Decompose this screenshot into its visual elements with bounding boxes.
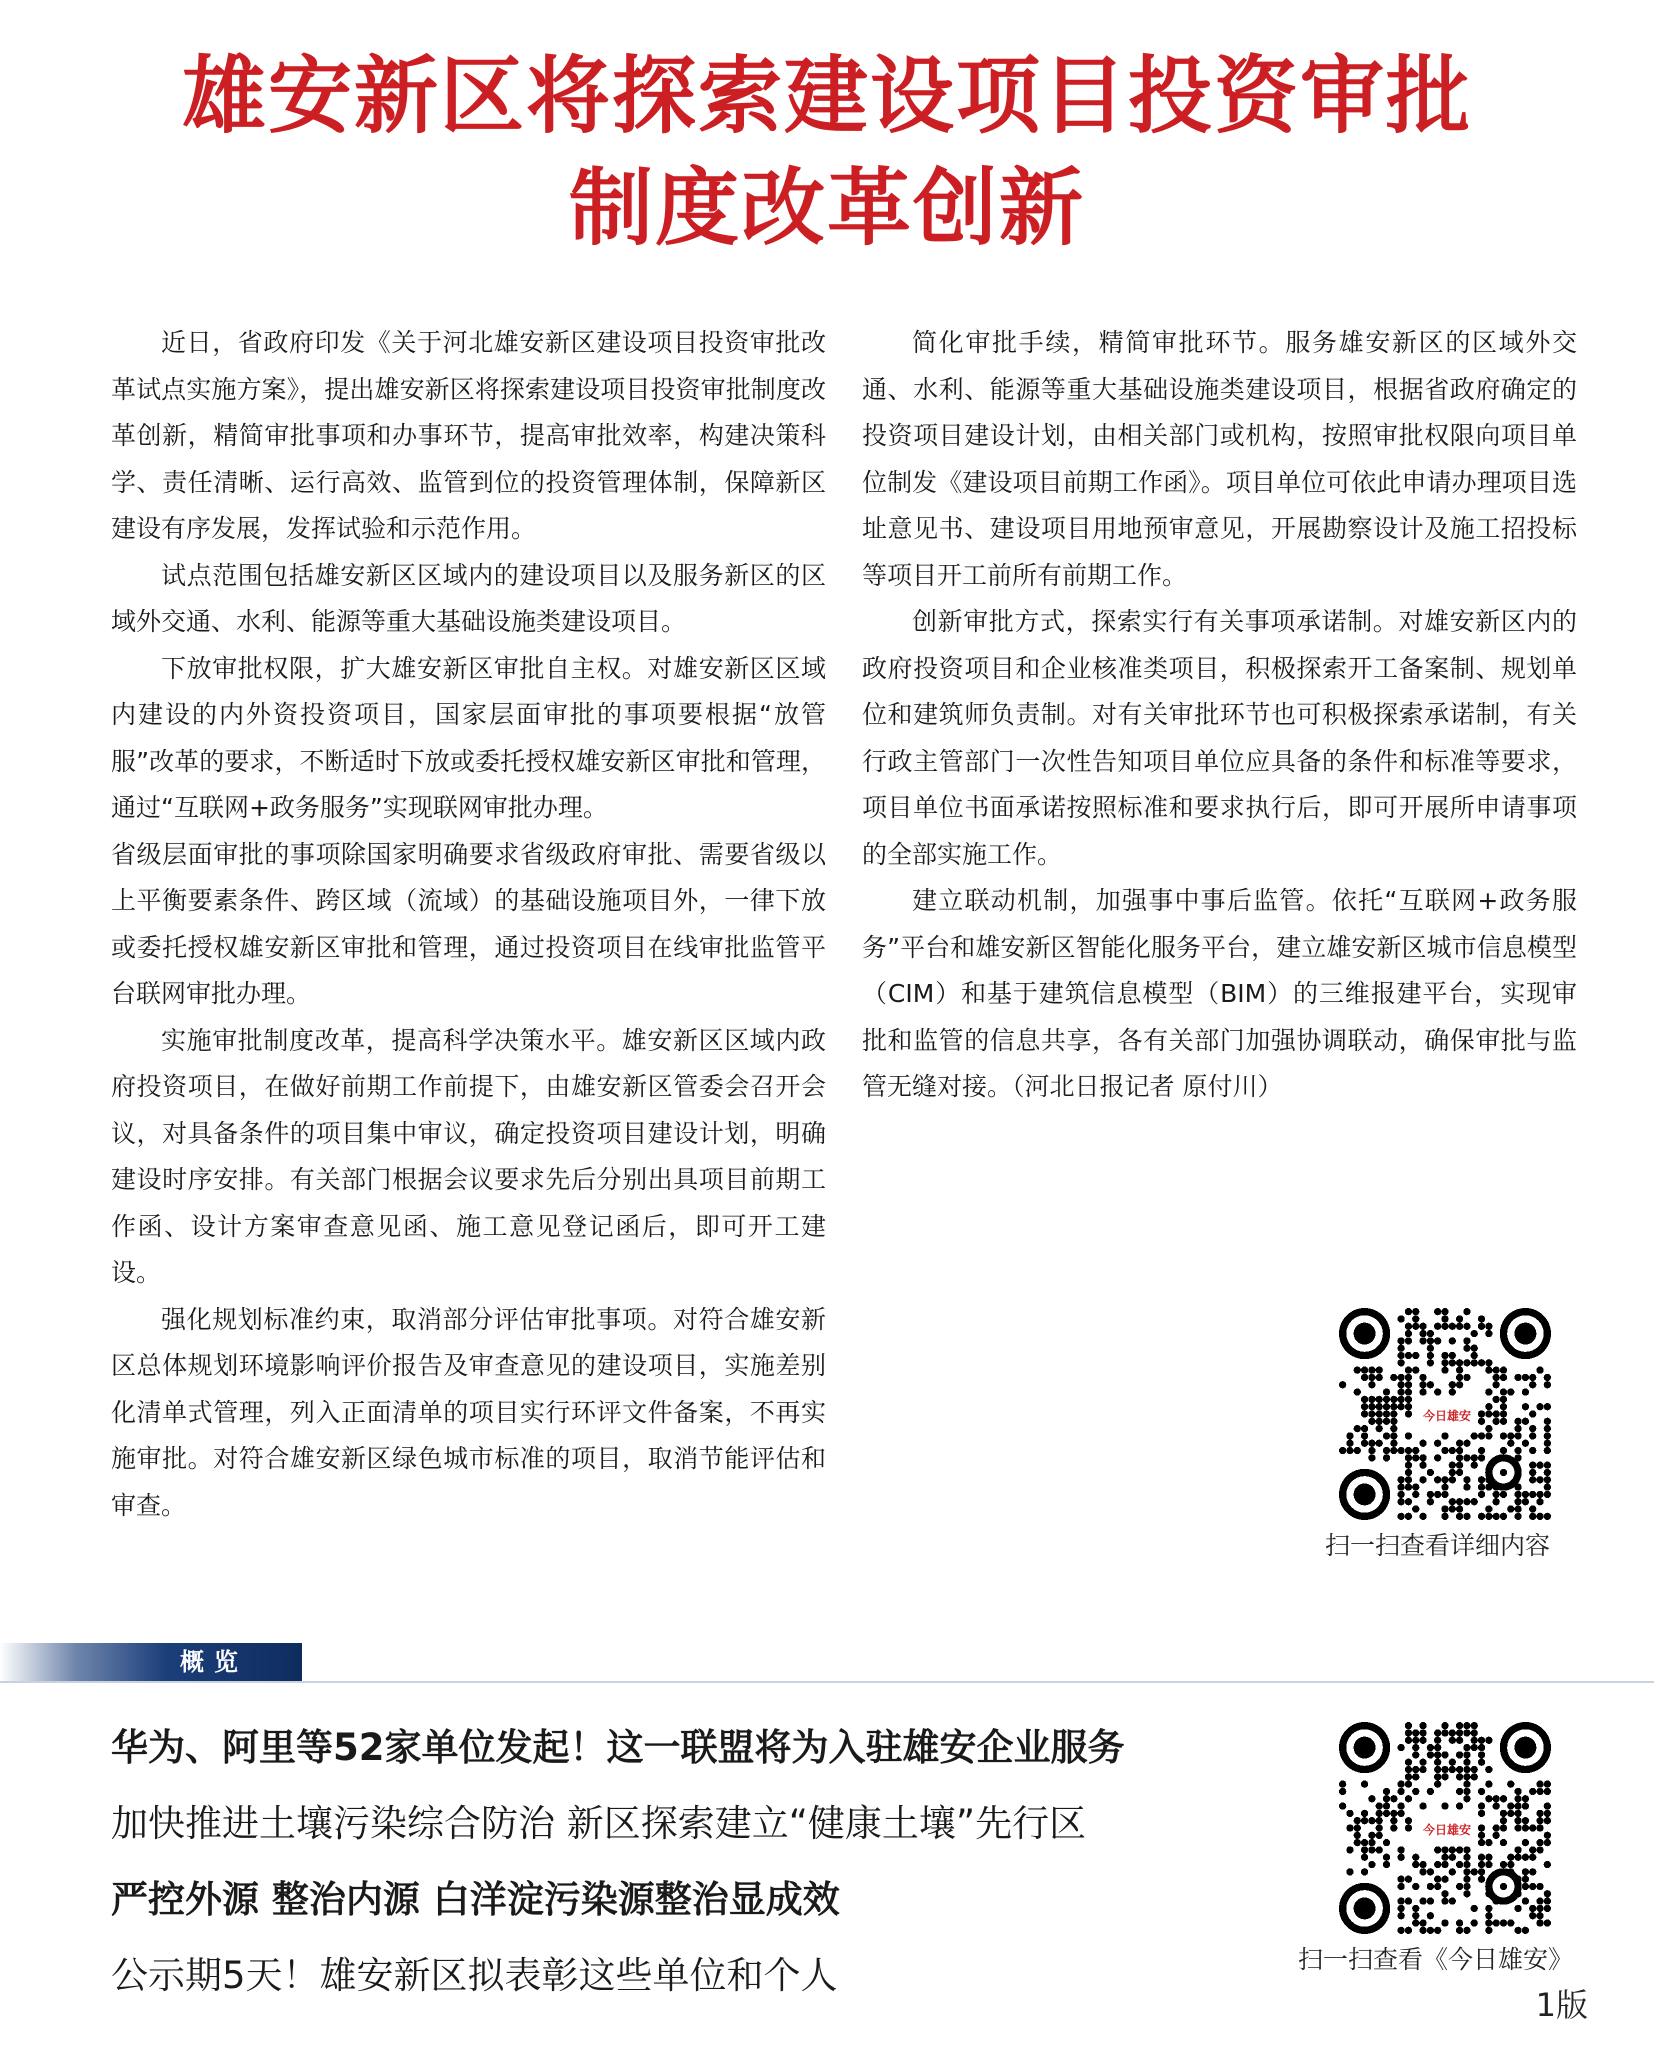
paragraph: 近日，省政府印发《关于河北雄安新区建设项目投资审批改革试点实施方案》，提出雄安新区将探索建设项目投资审批制度改革创新，精简审批事项和办事环节，提高审批效率，构建决策科学、责任清晰、运行高效、监管到位的投资管理体制，保障新区建设有序发展，发挥试验和示范作用。 (111, 328, 826, 543)
article-headline (0, 40, 1654, 264)
overview-section-bar (0, 1643, 302, 1681)
page-number: 1版 (1535, 1986, 1588, 2024)
qr-logo: 今日雄安 (1417, 1400, 1477, 1432)
paragraph: 下放审批权限，扩大雄安新区审批自主权。对雄安新区区域内建设的内外资投资项目，国家层面审批的事项要根据“放管服”改革的要求，不断适时下放或委托授权雄安新区审批和管理，通过“互联网+政务服务”实现联网审批办理。 (111, 653, 826, 822)
paragraph: 试点范围包括雄安新区区域内的建设项目以及服务新区的区域外交通、水利、能源等重大基础设施类建设项目。 (111, 560, 826, 636)
qr-caption-detail: 扫一扫查看详细内容 (1325, 1531, 1551, 1560)
overview-headline-link[interactable]: 华为、阿里等52家单位发起！这一联盟将为入驻雄安企业服务 (111, 1726, 1125, 1769)
paragraph: 建立联动机制，加强事中事后监管。依托“互联网+政务服务”平台和雄安新区智能化服务平台，建立雄安新区城市信息模型（CIM）和基于建筑信息模型（BIM）的三维报建平台，实现审批和监管的信息共享，各有关部门加强协调联动，确保审批与监管无缝对接。（河北日报记者 原付川） (862, 886, 1577, 1101)
qr-caption-newspaper: 扫一扫查看《今日雄安》 (1298, 1945, 1574, 1974)
paragraph: 实施审批制度改革，提高科学决策水平。雄安新区区域内政府投资项目，在做好前期工作前提下，由雄安新区管委会召开会议，对具备条件的项目集中审议，确定投资项目建设计划，明确建设时序安排。有关部门根据会议要求先后分别出具项目前期工作函、设计方案审查意见函、施工意见登记函后，即可开工建设。 (111, 1025, 826, 1287)
section-divider (0, 1681, 1654, 1683)
qr-logo: 今日雄安 (1417, 1814, 1477, 1846)
overview-headline-link[interactable]: 严控外源 整治内源 白洋淀污染源整治显成效 (111, 1878, 840, 1921)
paragraph: 省级层面审批的事项除国家明确要求省级政府审批、需要省级以上平衡要素条件、跨区域（流域）的基础设施项目外，一律下放或委托授权雄安新区审批和管理，通过投资项目在线审批监管平台联网审批办理。 (111, 839, 826, 1008)
qr-code-newspaper[interactable] (1339, 1722, 1551, 1934)
paragraph: 简化审批手续，精简审批环节。服务雄安新区的区域外交通、水利、能源等重大基础设施类建设项目，根据省政府确定的投资项目建设计划，由相关部门或机构，按照审批权限向项目单位制发《建设项目前期工作函》。项目单位可依此申请办理项目选址意见书、建设项目用地预审意见，开展勘察设计及施工招投标等项目开工前所有前期工作。 (862, 328, 1577, 590)
article-column-right (862, 320, 1577, 1111)
paragraph: 强化规划标准约束，取消部分评估审批事项。对符合雄安新区总体规划环境影响评价报告及审查意见的建设项目，实施差别化清单式管理，列入正面清单的项目实行环评文件备案，不再实施审批。对符合雄安新区绿色城市标准的项目，取消节能评估和审查。 (111, 1304, 826, 1520)
overview-list (111, 1710, 1261, 2014)
paragraph: 创新审批方式，探索实行有关事项承诺制。对雄安新区内的政府投资项目和企业核准类项目，积极探索开工备案制、规划单位和建筑师负责制。对有关审批环节也可积极探索承诺制，有关行政主管部门一次性告知项目单位应具备的条件和标准等要求，项目单位书面承诺按照标准和要求执行后，即可开展所申请事项的全部实施工作。 (862, 607, 1577, 869)
headline-line-1: 雄安新区将探索建设项目投资审批 (181, 46, 1472, 145)
overview-headline-link[interactable]: 加快推进土壤污染综合防治 新区探索建立“健康土壤”先行区 (111, 1802, 1087, 1845)
qr-code-detail[interactable] (1339, 1308, 1551, 1520)
article-column-left (111, 320, 826, 1529)
headline-line-2: 制度改革创新 (568, 158, 1085, 257)
overview-headline-link[interactable]: 公示期5天！雄安新区拟表彰这些单位和个人 (111, 1954, 838, 1997)
overview-section-label: 概览 (180, 1648, 248, 1676)
